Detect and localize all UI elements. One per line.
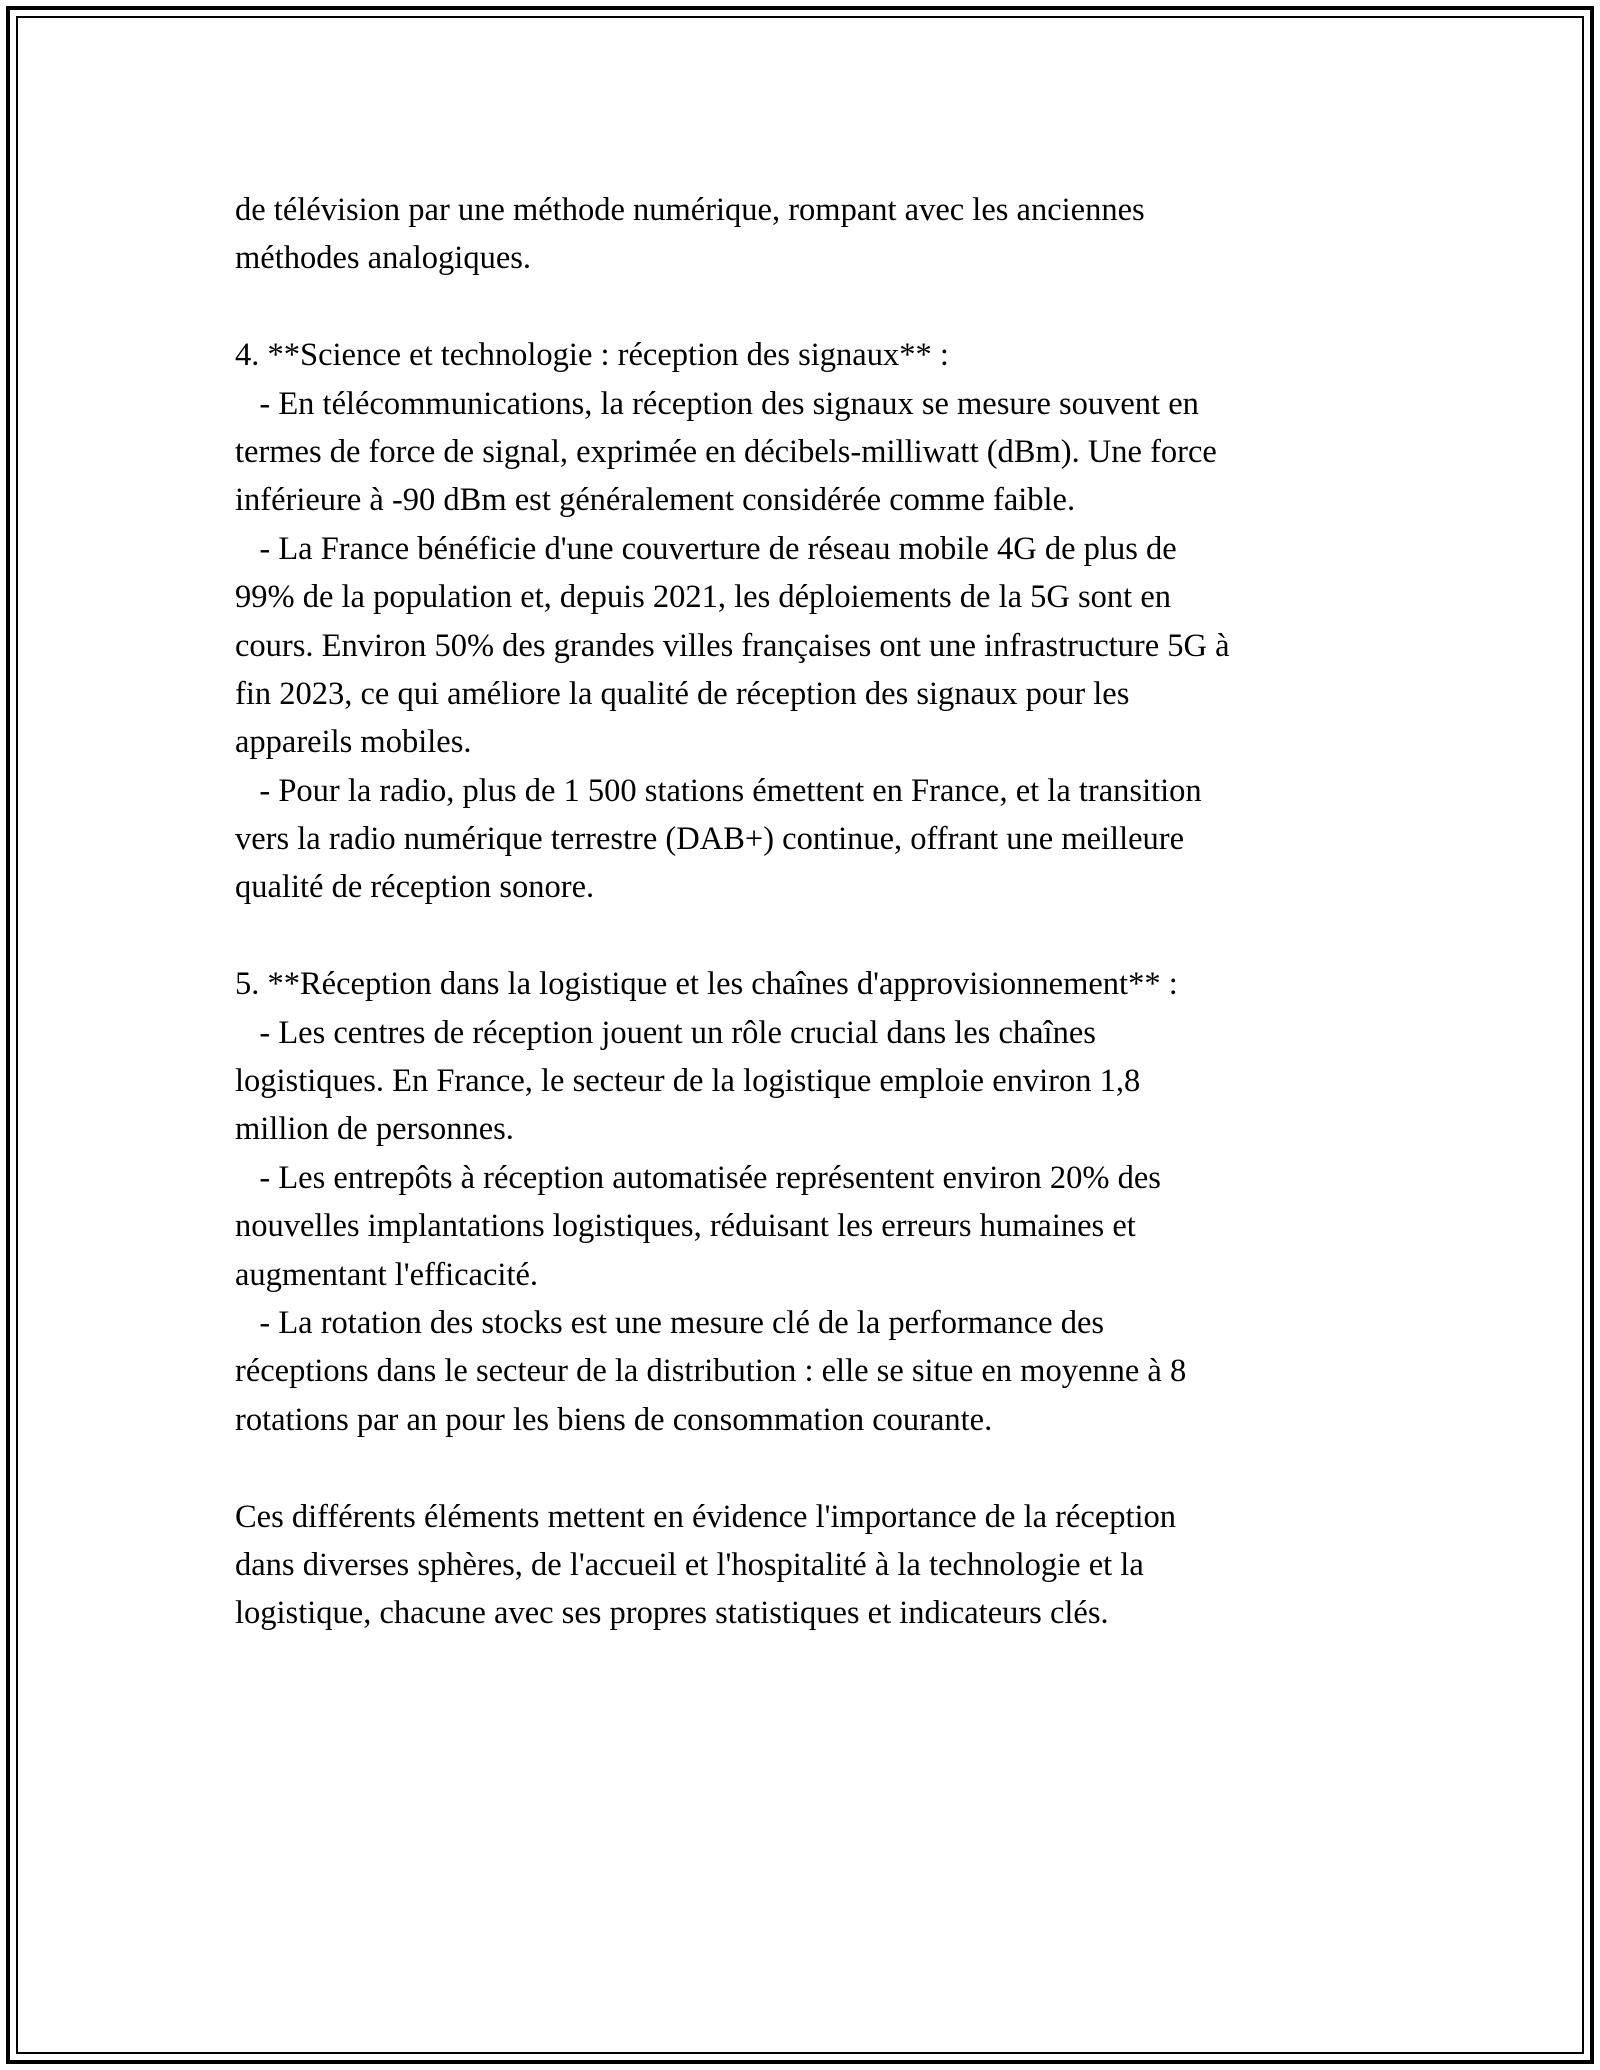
text-line: - La France bénéficie d'une couverture de réseau mobile 4G de plus de: [235, 530, 1177, 567]
paragraph-spacer: [235, 912, 1375, 960]
section-heading: 5. **Réception dans la logistique et les chaînes d'approvisionnement** :: [235, 966, 1178, 1003]
paragraph: [235, 1493, 1375, 1638]
text-line: - Pour la radio, plus de 1 500 stations émettent en France, et la transition: [235, 772, 1202, 809]
text-line: qualité de réception sonore.: [235, 869, 595, 906]
paragraph-spacer: [235, 283, 1375, 331]
text-line: - Les entrepôts à réception automatisée représentent environ 20% des: [235, 1159, 1161, 1196]
text-line: vers la radio numérique terrestre (DAB+) continue, offrant une meilleure: [235, 821, 1185, 858]
text-line: fin 2023, ce qui améliore la qualité de réception des signaux pour les: [235, 675, 1130, 712]
text-line: termes de force de signal, exprimée en décibels-milliwatt (dBm). Une force: [235, 433, 1217, 470]
text-line: nouvelles implantations logistiques, réduisant les erreurs humaines et: [235, 1208, 1136, 1245]
text-line: cours. Environ 50% des grandes villes françaises ont une infrastructure 5G à: [235, 627, 1230, 664]
text-line: augmentant l'efficacité.: [235, 1256, 539, 1293]
text-line: appareils mobiles.: [235, 724, 472, 761]
text-line: million de personnes.: [235, 1111, 514, 1148]
text-line: logistiques. En France, le secteur de la logistique emploie environ 1,8: [235, 1063, 1141, 1100]
paragraph: [235, 186, 1375, 283]
paragraph-spacer: [235, 1444, 1375, 1492]
document-body: [235, 186, 1375, 1638]
text-line: - En télécommunications, la réception des signaux se mesure souvent en: [235, 385, 1199, 422]
text-line: - Les centres de réception jouent un rôle crucial dans les chaînes: [235, 1014, 1096, 1051]
paragraph: [235, 331, 1375, 912]
text-line: inférieure à -90 dBm est généralement considérée comme faible.: [235, 482, 1076, 519]
text-line: 99% de la population et, depuis 2021, les déploiements de la 5G sont en: [235, 579, 1171, 616]
section-heading: 4. **Science et technologie : réception des signaux** :: [235, 337, 949, 374]
text-line: - La rotation des stocks est une mesure clé de la performance des: [235, 1304, 1105, 1341]
text-line: méthodes analogiques.: [235, 240, 532, 277]
text-line: réceptions dans le secteur de la distribution : elle se situe en moyenne à 8: [235, 1353, 1187, 1390]
text-line: de télévision par une méthode numérique, rompant avec les anciennes: [235, 192, 1145, 228]
paragraph: [235, 960, 1375, 1444]
text-line: Ces différents éléments mettent en évidence l'importance de la réception: [235, 1498, 1177, 1535]
text-line: dans diverses sphères, de l'accueil et l'hospitalité à la technologie et la: [235, 1546, 1144, 1583]
text-line: rotations par an pour les biens de consommation courante.: [235, 1401, 993, 1438]
text-line: logistique, chacune avec ses propres statistiques et indicateurs clés.: [235, 1595, 1109, 1632]
